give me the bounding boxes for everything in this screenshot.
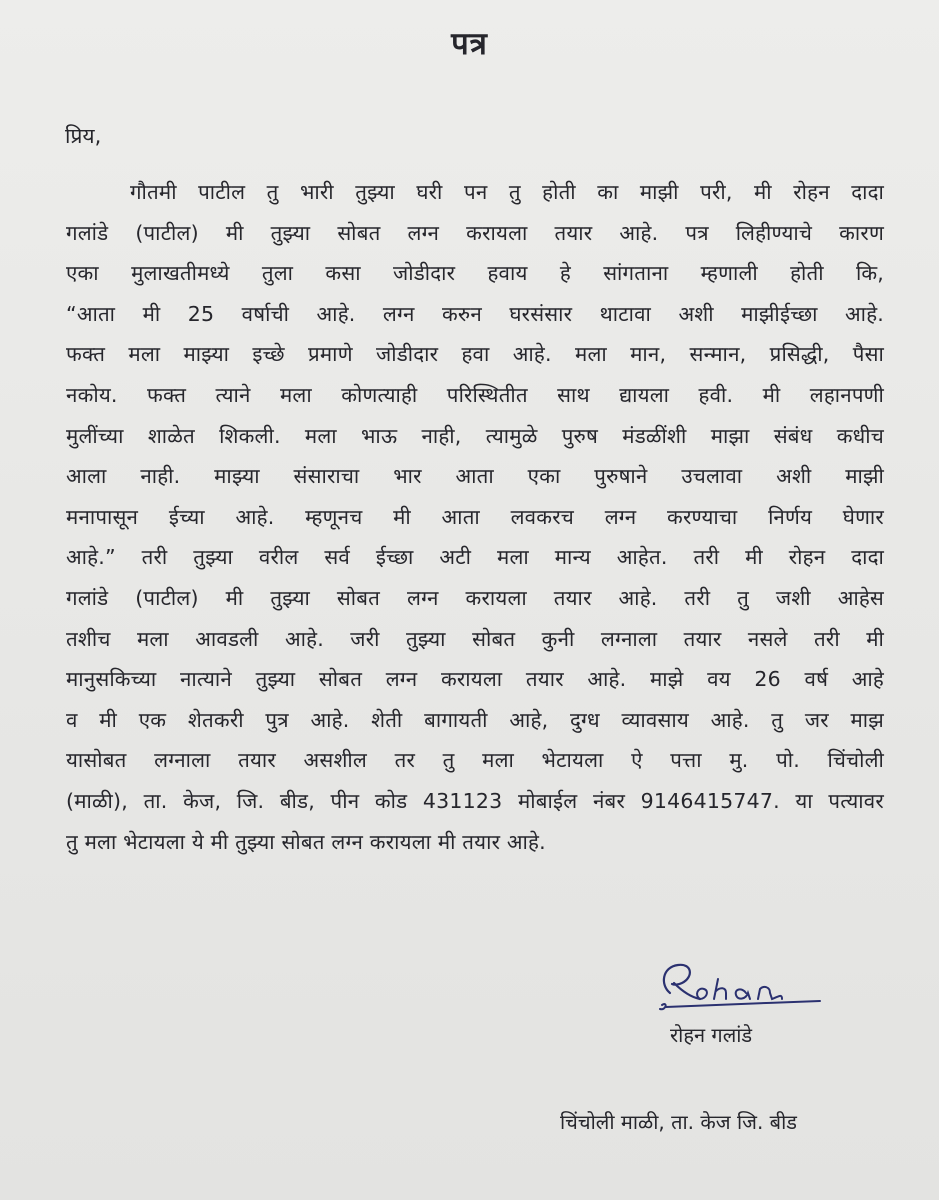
handwritten-signature xyxy=(648,955,828,1017)
body-line: मनापासून ईच्या आहे. म्हणूनच मी आता लवकरच लग्न करण्याचा निर्णय घेणार xyxy=(66,504,884,529)
body-line: “आता मी 25 वर्षाची आहे. लग्न करुन घरसंसार थाटावा अशी माझीईच्छा आहे. xyxy=(66,301,884,326)
signer-name: रोहन गलांडे xyxy=(670,1023,753,1047)
letter-title: पत्र xyxy=(451,26,488,62)
body-line: मानुसकिच्या नात्याने तुझ्या सोबत लग्न करायला तयार आहे. माझे वय 26 वर्ष आहे xyxy=(66,667,884,692)
body-line: (माळी), ता. केज, जि. बीड, पीन कोड 431123 मोबाईल नंबर 9146415747. या पत्यावर xyxy=(66,788,884,813)
body-line: गौतमी पाटील तु भारी तुझ्या घरी पन तु होती का माझी परी, मी रोहन दादा xyxy=(130,180,884,204)
sender-address: चिंचोली माळी, ता. केज जि. बीड xyxy=(560,1110,797,1134)
body-line: तु मला भेटायला ये मी तुझ्या सोबत लग्न करायला मी तयार आहे. xyxy=(66,829,546,854)
body-line: आहे.” तरी तुझ्या वरील सर्व ईच्छा अटी मला मान्य आहेत. तरी मी रोहन दादा xyxy=(66,545,884,570)
salutation: प्रिय, xyxy=(65,124,102,148)
body-line: तशीच मला आवडली आहे. जरी तुझ्या सोबत कुनी लग्नाला तयार नसले तरी मी xyxy=(66,626,884,651)
body-line: एका मुलाखतीमध्ये तुला कसा जोडीदार हवाय हे सांगताना म्हणाली होती कि, xyxy=(66,261,884,286)
body-line: फक्त मला माझ्या इच्छे प्रमाणे जोडीदार हवा आहे. मला मान, सन्मान, प्रसिद्धी, पैसा xyxy=(66,342,884,367)
body-line: आला नाही. माझ्या संसाराचा भार आता एका पुरुषाने उचलावा अशी माझी xyxy=(66,464,884,489)
body-line: मुलींच्या शाळेत शिकली. मला भाऊ नाही, त्यामुळे पुरुष मंडळींशी माझा संबंध कधीच xyxy=(66,423,884,448)
letter-body xyxy=(66,172,884,862)
signature-block xyxy=(648,955,838,1048)
body-line: गलांडे (पाटील) मी तुझ्या सोबत लग्न करायला तयार आहे. तरी तु जशी आहेस xyxy=(66,585,884,610)
body-line: व मी एक शेतकरी पुत्र आहे. शेती बागायती आहे, दुग्ध व्यावसाय आहे. तु जर माझ xyxy=(66,707,884,732)
body-line: नकोय. फक्त त्याने मला कोणत्याही परिस्थितीत साथ द्यायला हवी. मी लहानपणी xyxy=(66,382,884,407)
body-line: यासोबत लग्नाला तयार असशील तर तु मला भेटायला ऐ पत्ता मु. पो. चिंचोली xyxy=(66,748,884,773)
body-line: गलांडे (पाटील) मी तुझ्या सोबत लग्न करायला तयार आहे. पत्र लिहीण्याचे कारण xyxy=(66,220,884,245)
